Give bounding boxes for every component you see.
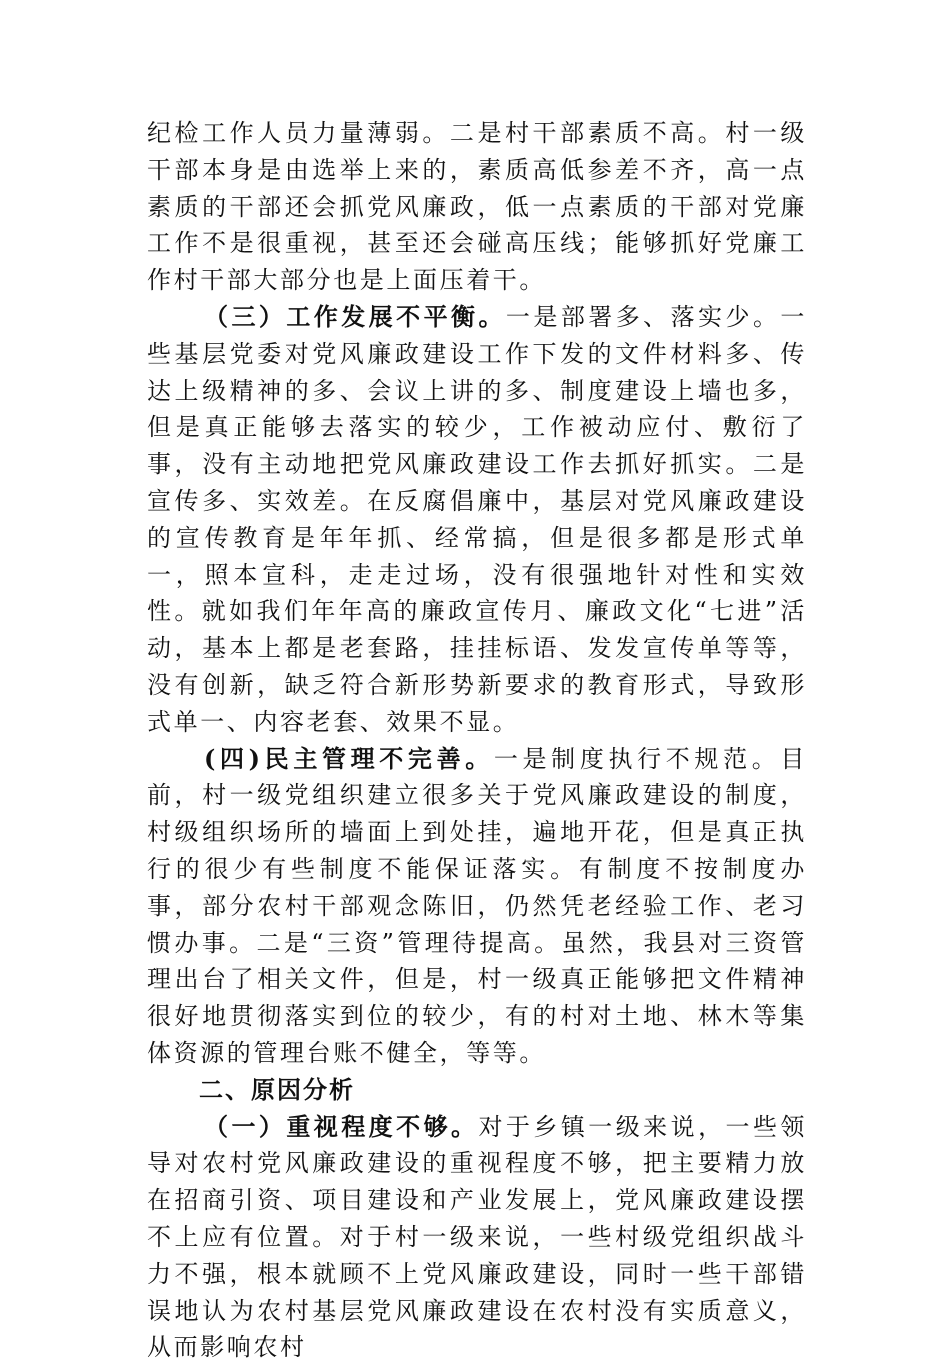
paragraph-text: 纪检工作人员力量薄弱。二是村干部素质不高。村一级干部本身是由选举上来的，素质高低参差不齐，高一点素质的干部还会抓党风廉政，低一点素质的干部对党廉工作不是很重视，甚至还会碰高压线；能够抓好党廉工作村干部大部分也是上面压着干。 bbox=[147, 119, 807, 295]
paragraph-text: 一是部署多、落实少。一些基层党委对党风廉政建设工作下发的文件材料多、传达上级精神的多、会议上讲的多、制度建设上墙也多，但是真正能够去落实的较少，工作被动应付、敷衍了事，没有主动地把党风廉政建设工作去抓好抓实。二是宣传多、实效差。在反腐倡廉中，基层对党风廉政建设的宣传教育是年年抓、经常搞，但是很多都是形式单一，照本宣科，走走过场，没有很强地针对性和实效性。就如我们年年高的廉政宣传月、廉政文化“七进”活动，基本上都是老套路，挂挂标语、发发宣传单等等，没有创新，缺乏符合新形势新要求的教育形式，导致形式单一、内容老套、效果不显。 bbox=[147, 302, 807, 736]
section-heading: 二、原因分析 bbox=[199, 1075, 355, 1104]
document-body bbox=[147, 115, 807, 1366]
paragraph-continued bbox=[147, 115, 807, 299]
paragraph-work-development bbox=[147, 299, 807, 741]
paragraph-text: 一是制度执行不规范。目前，村一级党组织建立很多关于党风廉政建设的制度，村级组织场所的墙面上到处挂，遍地开花，但是真正执行的很少有些制度不能保证落实。有制度不按制度办事，部分农村干部观念陈旧，仍然凭老经验工作、老习惯办事。二是“三资”管理待提高。虽然，我县对三资管理出台了相关文件，但是，村一级真正能够把文件精神很好地贯彻落实到位的较少，有的村对土地、林木等集体资源的管理台账不健全，等等。 bbox=[147, 744, 807, 1067]
paragraph-attention bbox=[147, 1109, 807, 1366]
paragraph-lead: （三）工作发展不平衡。 bbox=[204, 301, 506, 331]
paragraph-democratic-management bbox=[147, 741, 807, 1072]
paragraph-lead: （一）重视程度不够。 bbox=[204, 1111, 479, 1141]
paragraph-text: 对于乡镇一级来说，一些领导对农村党风廉政建设的重视程度不够，把主要精力放在招商引资、项目建设和产业发展上，党风廉政建设摆不上应有位置。对于村一级来说，一些村级党组织战斗力不强，根本就顾不上党风廉政建设，同时一些干部错误地认为农村基层党风廉政建设在农村没有实质意义，从而影响农村 bbox=[147, 1112, 808, 1362]
paragraph-lead: (四)民主管理不完善。 bbox=[204, 743, 494, 773]
